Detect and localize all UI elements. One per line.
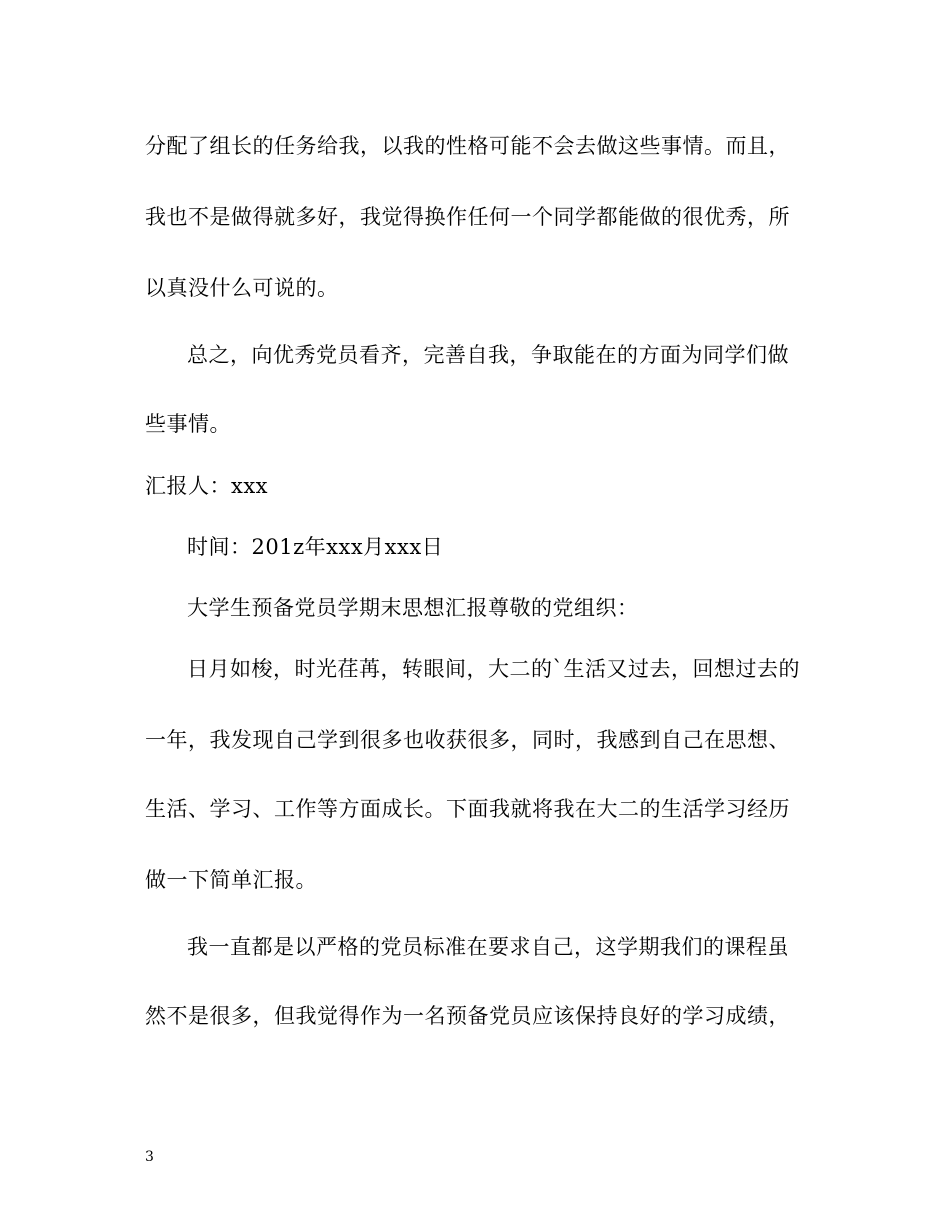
date-line: 时间：201z年xxx月xxx日 xyxy=(187,535,444,559)
text-line-5: 些事情。 xyxy=(145,412,231,436)
text-line-11: 生活、学习、工作等方面成长。下面我就将我在大二的生活学习经历 xyxy=(145,797,790,821)
text-line-12: 做一下简单汇报。 xyxy=(145,868,317,892)
text-line-2: 我也不是做得就多好，我觉得换作任何一个同学都能做的很优秀，所 xyxy=(145,205,790,229)
page-number: 3 xyxy=(145,1149,154,1165)
reporter-line: 汇报人：xxx xyxy=(145,474,269,498)
text-line-13: 我一直都是以严格的党员标准在要求自己，这学期我们的课程虽 xyxy=(187,935,789,959)
text-line-14: 然不是很多，但我觉得作为一名预备党员应该保持良好的学习成绩， xyxy=(145,1004,790,1028)
report-heading: 大学生预备党员学期末思想汇报尊敬的党组织： xyxy=(187,596,639,620)
text-line-4: 总之，向优秀党员看齐，完善自我，争取能在的方面为同学们做 xyxy=(187,343,789,367)
text-line-10: 一年，我发现自己学到很多也收获很多，同时，我感到自己在思想、 xyxy=(145,728,790,752)
text-line-1: 分配了组长的任务给我，以我的性格可能不会去做这些事情。而且， xyxy=(145,134,790,158)
text-line-9: 日月如梭，时光荏苒，转眼间，大二的`生活又过去，回想过去的 xyxy=(187,657,800,681)
text-line-3: 以真没什么可说的。 xyxy=(145,276,339,300)
